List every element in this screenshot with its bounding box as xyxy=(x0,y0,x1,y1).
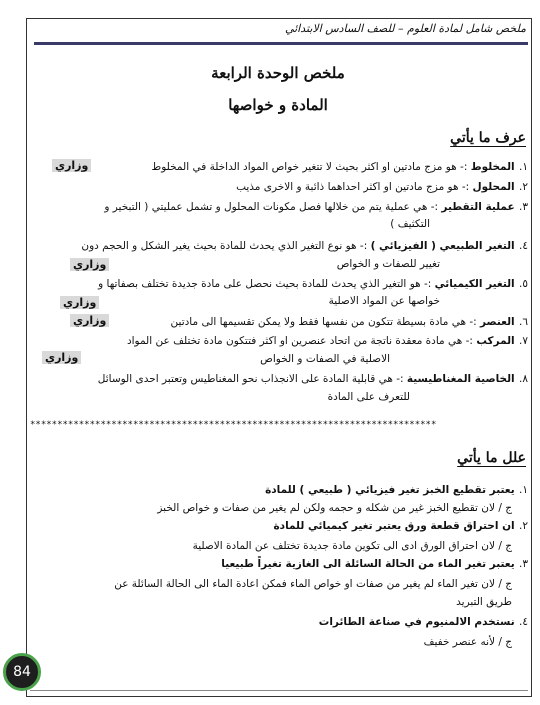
answer-row xyxy=(30,500,528,516)
definition-term: العنصر xyxy=(480,316,515,328)
definition-text: :- هي مادة بسيطة تتكون من نفسها فقط ولا يمكن تقسيمها الى مادتين xyxy=(170,316,481,328)
question-row xyxy=(30,614,528,630)
page-number-badge: 84 xyxy=(3,653,41,691)
question-row xyxy=(30,518,528,534)
definition-row-cont xyxy=(30,389,410,405)
ministerial-mark: وزاري xyxy=(52,159,91,172)
question-text: نستخدم الالمنيوم في صناعة الطائرات xyxy=(318,616,515,628)
definition-term: الخاصية المغناطيسية xyxy=(406,373,515,385)
item-number: ٦. xyxy=(519,316,528,328)
definition-term: المركب xyxy=(476,335,515,347)
item-number: ٣. xyxy=(519,201,528,213)
definition-term: المحلول xyxy=(472,181,515,193)
section-define-heading: عرف ما يأتي xyxy=(450,130,526,146)
item-number: ٢. xyxy=(519,181,528,193)
definition-text: :- هو التغير الذي يحدث للمادة بحيث نحصل على مادة جديدة تختلف بصفاتها و xyxy=(98,278,435,290)
question-text: يعتبر تغير الماء من الحالة السائلة الى الغازية تغيراً طبيعيا xyxy=(221,558,515,570)
question-text: ان احتراق قطعة ورق يعتبر تغير كيميائي للمادة xyxy=(273,520,515,532)
question-row xyxy=(30,556,528,572)
item-number: ٧. xyxy=(519,335,528,347)
page-header: ملخص شامل لمادة العلوم – للصف السادس الابتدائي xyxy=(284,22,526,35)
unit-title: ملخص الوحدة الرابعة xyxy=(211,64,345,82)
definition-row xyxy=(30,199,528,215)
definition-text: :- هو مزج مادتين او اكثر احداهما ذائبة و الاخرى مذيب xyxy=(236,181,473,193)
question-row xyxy=(30,482,528,498)
definition-text: الاصلية في الصفات و الخواص xyxy=(260,353,390,365)
ministerial-mark: وزاري xyxy=(70,314,109,327)
item-number: ١. xyxy=(519,484,528,496)
definition-row xyxy=(30,159,528,175)
definition-text: :- هي قابلية المادة على الانجذاب نحو المغناطيس وتعتبر احدى الوسائل xyxy=(97,373,407,385)
definition-text: :- هي عملية يتم من خلالها فصل مكونات المحلول و تشمل عمليتي ( التبخير و xyxy=(104,201,442,213)
answer-text: ج / لان تقطيع الخبز غير من شكله و حجمه ولكن لم يغير من صفات و خواص الخبز xyxy=(157,502,512,514)
item-number: ٨. xyxy=(519,373,528,385)
item-number: ٤. xyxy=(519,240,528,252)
definition-row-cont xyxy=(30,216,430,232)
item-number: ١. xyxy=(519,161,528,173)
answer-text: ج / لأنه عنصر خفيف xyxy=(423,636,512,648)
definition-text: للتعرف على المادة xyxy=(327,391,410,403)
answer-row xyxy=(30,634,528,650)
header-rule xyxy=(34,42,528,45)
section-explain-heading: علل ما يأتي xyxy=(457,450,526,466)
separator-line: *************************************************************************** xyxy=(30,420,437,430)
question-text: يعتبر تقطيع الخبز تغير فيزيائي ( طبيعي ) للمادة xyxy=(265,484,515,496)
definition-row xyxy=(30,333,528,349)
definition-text: التكثيف ) xyxy=(390,218,430,230)
ministerial-mark: وزاري xyxy=(70,258,109,271)
answer-row xyxy=(30,576,528,592)
answer-text: ج / لان تغير الماء لم يغير من صفات او خواص الماء فمكن اعادة الماء الى الحالة السائلة عن xyxy=(114,578,512,590)
definition-row-cont xyxy=(30,351,390,367)
topic-title: المادة و خواصها xyxy=(228,96,328,114)
item-number: ٣. xyxy=(519,558,528,570)
definition-term: المخلوط xyxy=(470,161,515,173)
ministerial-mark: وزاري xyxy=(42,351,81,364)
item-number: ٢. xyxy=(519,520,528,532)
definition-text: خواصها عن المواد الاصلية xyxy=(328,295,440,307)
definition-term: التغير الكيميائي xyxy=(434,278,515,290)
definition-row xyxy=(30,371,528,387)
definition-text: :- هو نوع التغير الذي يحدث للمادة بحيث يغير الشكل و الحجم دون xyxy=(81,240,371,252)
item-number: ٥. xyxy=(519,278,528,290)
ministerial-mark: وزاري xyxy=(60,296,99,309)
definition-term: عملية التقطير xyxy=(441,201,515,213)
item-number: ٤. xyxy=(519,616,528,628)
bottom-rule xyxy=(30,690,528,691)
answer-row-cont xyxy=(30,594,528,610)
definition-row xyxy=(30,238,528,254)
definition-row xyxy=(30,179,528,195)
definition-text: :- هو مزج مادتين او اكثر بحيث لا تتغير خواص المواد الداخلة في المخلوط xyxy=(151,161,471,173)
definition-term: التغير الطبيعي ( الفيزيائي ) xyxy=(370,240,515,252)
answer-text: طريق التبريد xyxy=(456,596,512,608)
answer-text: ج / لان احتراق الورق ادى الى تكوين مادة جديدة تختلف عن المادة الاصلية xyxy=(192,540,512,552)
definition-text: :- هي مادة معقدة ناتجة من اتحاد عنصرين او اكثر فتتكون مادة تختلف عن المواد xyxy=(126,335,477,347)
answer-row xyxy=(30,538,528,554)
definition-row xyxy=(30,276,528,292)
definition-text: تغيير للصفات و الخواص xyxy=(336,258,440,270)
